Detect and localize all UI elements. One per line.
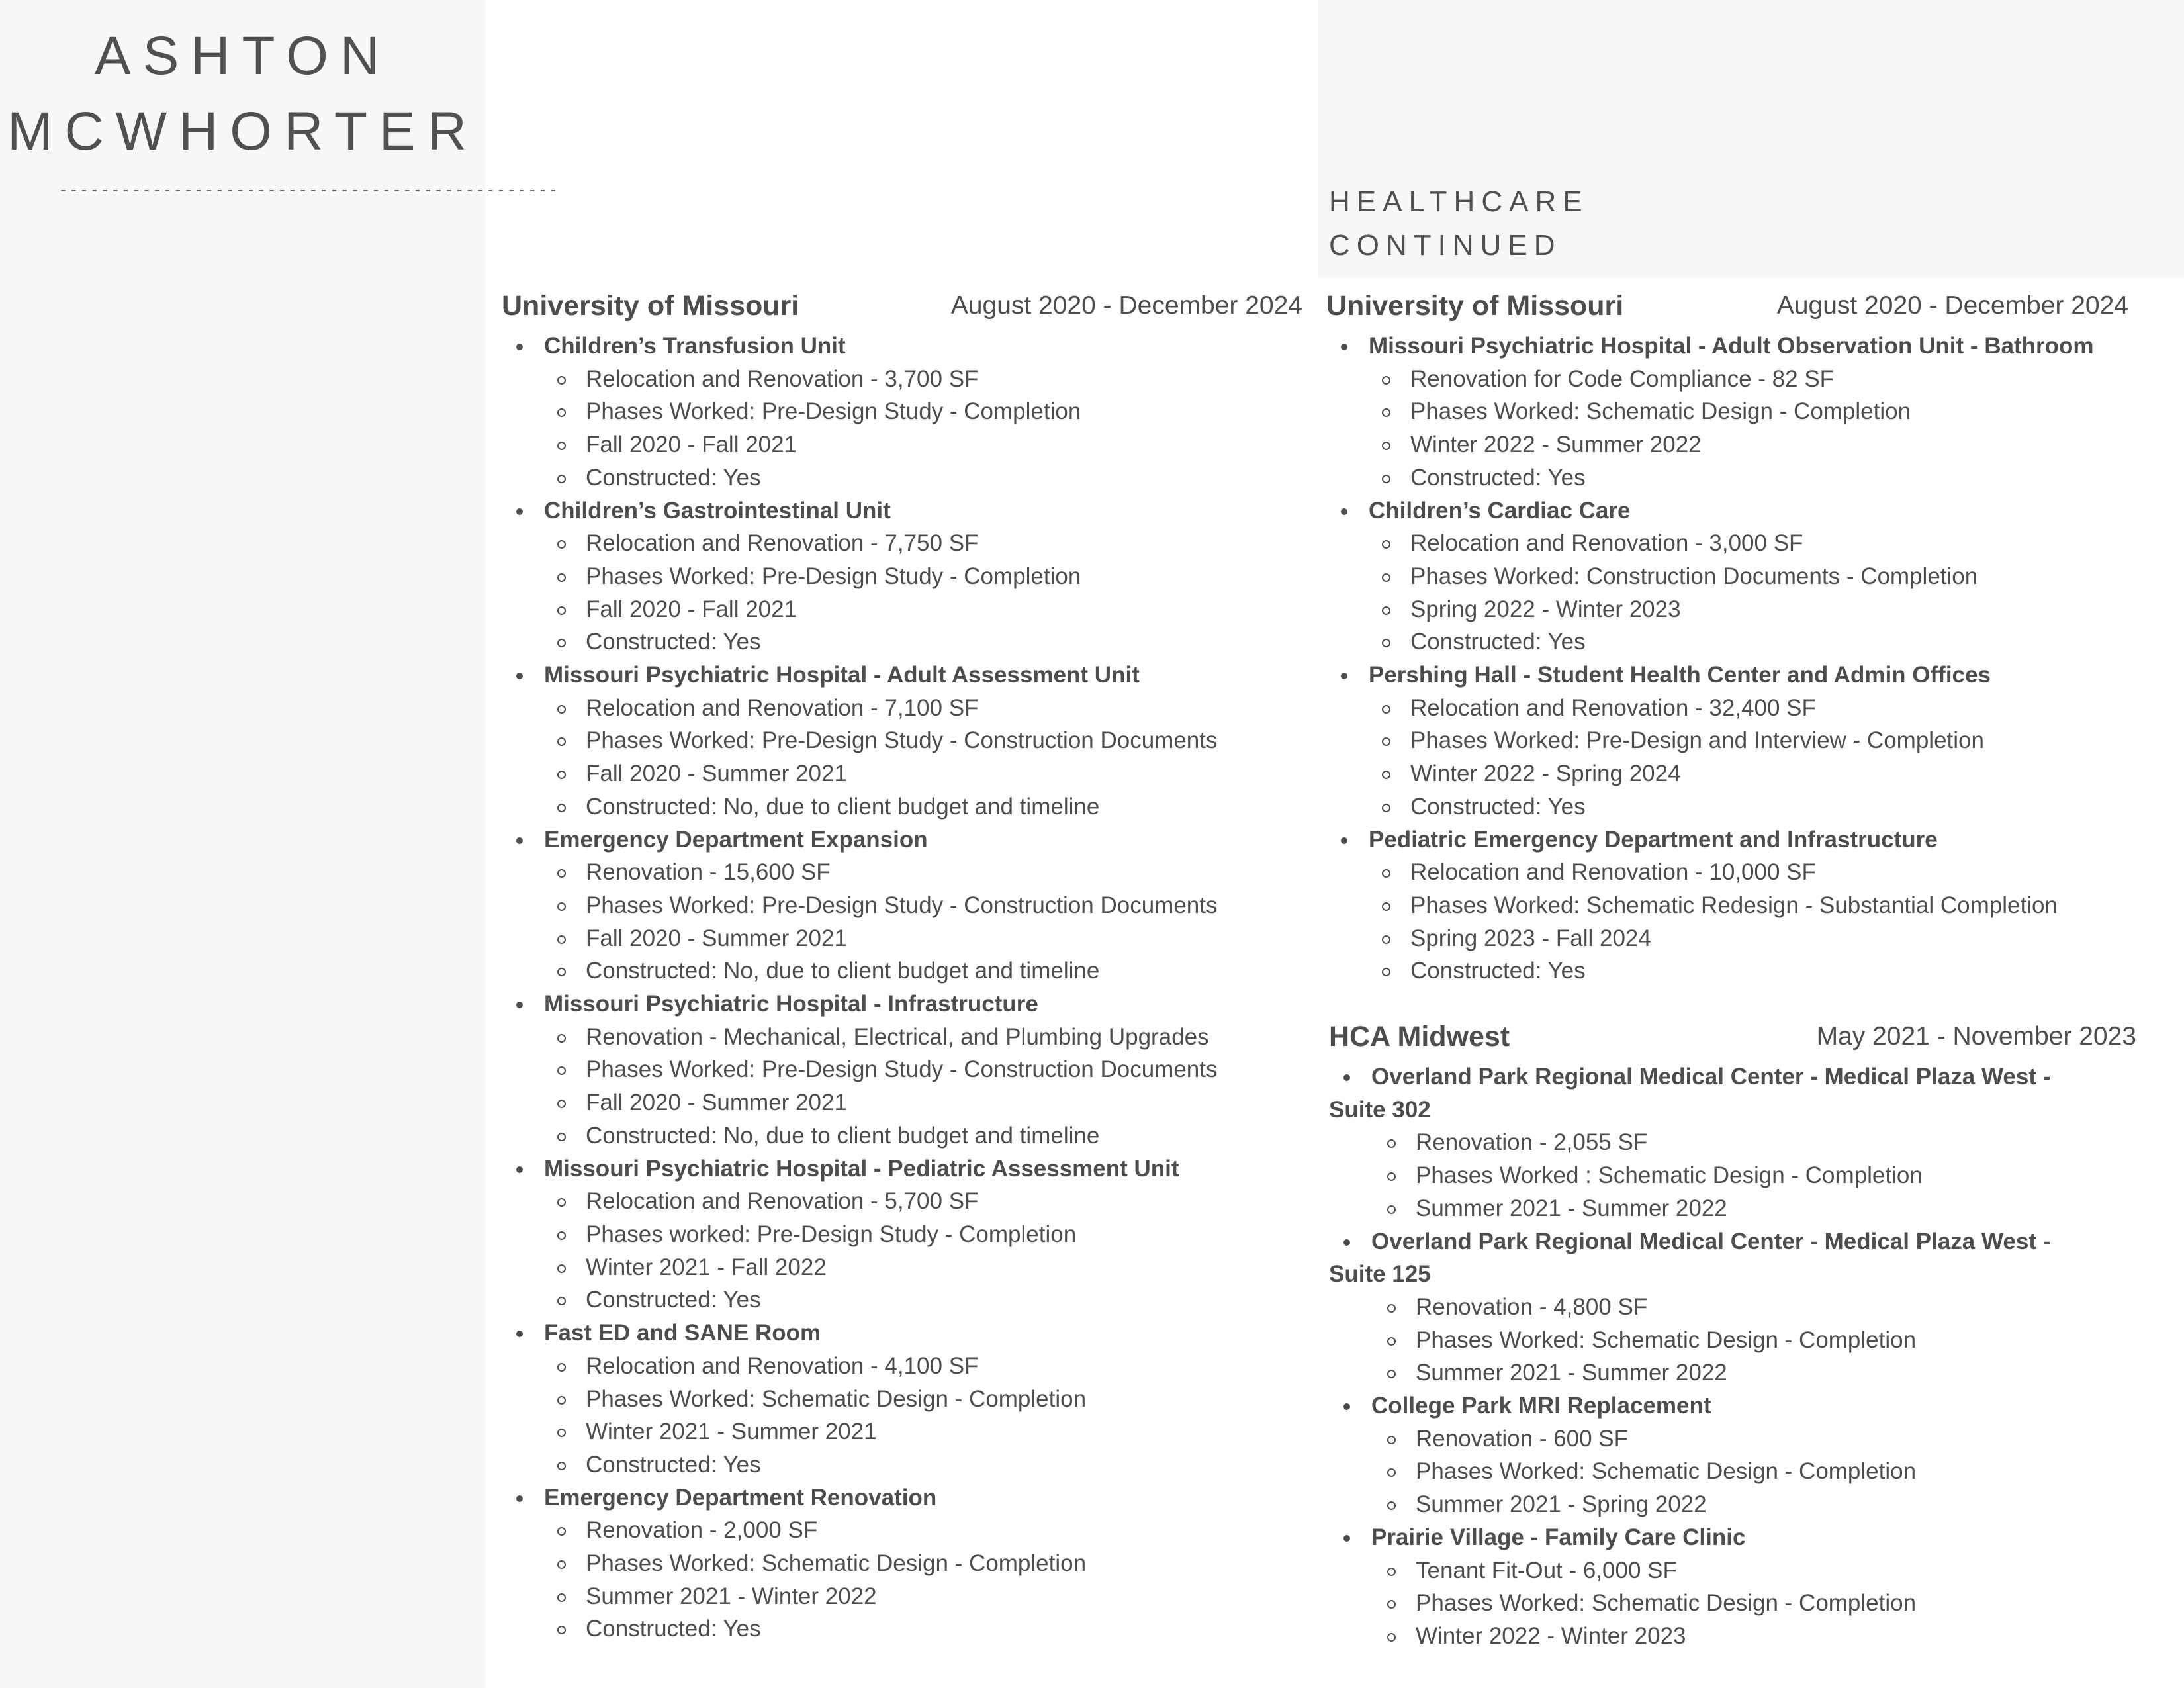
project-details	[1326, 856, 2128, 988]
project-details	[1329, 1126, 2136, 1225]
project-name: Children’s Cardiac Care	[1326, 494, 2128, 528]
project-name: Children’s Gastrointestinal Unit	[502, 494, 1302, 528]
employment-dates: August 2020 - December 2024	[1776, 291, 2128, 320]
project-detail: Phases Worked: Pre-Design Study - Construction Documents	[502, 889, 1302, 922]
project-name: Emergency Department Renovation	[502, 1481, 1302, 1515]
project-item	[1326, 659, 2128, 823]
project-detail: Spring 2023 - Fall 2024	[1326, 922, 2128, 955]
project-detail: Tenant Fit-Out - 6,000 SF	[1329, 1554, 2136, 1587]
project-detail: Winter 2022 - Spring 2024	[1326, 757, 2128, 790]
project-detail: Winter 2022 - Winter 2023	[1329, 1620, 2136, 1653]
project-name: Missouri Psychiatric Hospital - Adult Observation Unit - Bathroom	[1326, 330, 2128, 363]
project-detail: Phases Worked: Schematic Design - Completion	[1329, 1324, 2136, 1357]
project-detail: Relocation and Renovation - 32,400 SF	[1326, 692, 2128, 725]
project-detail: Constructed: No, due to client budget and timeline	[502, 790, 1302, 823]
project-item	[1329, 1225, 2136, 1390]
project-detail: Renovation - 4,800 SF	[1329, 1291, 2136, 1324]
project-detail: Constructed: No, due to client budget and timeline	[502, 955, 1302, 988]
project-detail: Renovation - 2,000 SF	[502, 1514, 1302, 1547]
project-details	[1326, 527, 2128, 659]
project-detail: Phases Worked: Pre-Design Study - Construction Documents	[502, 1053, 1302, 1086]
project-item	[1329, 1521, 2136, 1653]
project-detail: Winter 2021 - Summer 2021	[502, 1415, 1302, 1448]
resume-name	[0, 19, 486, 169]
continued-title-line1: HEALTHCARE	[1329, 185, 1589, 218]
project-details	[502, 363, 1302, 494]
project-detail: Constructed: Yes	[502, 1613, 1302, 1646]
project-item	[1329, 1060, 2136, 1225]
project-name: Missouri Psychiatric Hospital - Adult Assessment Unit	[502, 659, 1302, 692]
project-detail: Relocation and Renovation - 10,000 SF	[1326, 856, 2128, 889]
project-item	[1326, 494, 2128, 659]
project-detail: Renovation - 15,600 SF	[502, 856, 1302, 889]
project-detail: Phases Worked: Schematic Design - Completion	[1326, 395, 2128, 428]
project-detail: Phases Worked: Pre-Design Study - Construction Documents	[502, 724, 1302, 757]
experience-section-mizzou-continued	[1326, 290, 2128, 988]
project-item	[502, 659, 1302, 823]
project-item	[502, 494, 1302, 659]
project-detail: Phases Worked: Schematic Design - Completion	[1329, 1587, 2136, 1620]
project-name: Overland Park Regional Medical Center - Medical Plaza West - Suite 302	[1329, 1060, 2110, 1126]
project-details	[502, 527, 1302, 659]
employment-dates: August 2020 - December 2024	[950, 291, 1302, 320]
project-detail: Relocation and Renovation - 3,700 SF	[502, 363, 1302, 396]
project-detail: Phases Worked: Schematic Redesign - Substantial Completion	[1326, 889, 2128, 922]
project-name: Overland Park Regional Medical Center - Medical Plaza West - Suite 125	[1329, 1225, 2110, 1291]
project-item	[502, 823, 1302, 988]
project-details	[1326, 692, 2128, 823]
project-detail: Summer 2021 - Winter 2022	[502, 1580, 1302, 1613]
project-name: Children’s Transfusion Unit	[502, 330, 1302, 363]
project-details	[502, 856, 1302, 988]
project-detail: Relocation and Renovation - 7,750 SF	[502, 527, 1302, 560]
project-details	[1329, 1554, 2136, 1653]
project-detail: Phases Worked: Schematic Design - Completion	[502, 1383, 1302, 1416]
experience-section-mizzou	[502, 290, 1302, 1646]
project-name: Pershing Hall - Student Health Center and Admin Offices	[1326, 659, 2128, 692]
project-detail: Fall 2020 - Summer 2021	[502, 922, 1302, 955]
section-header	[1329, 1021, 2136, 1060]
project-detail: Phases Worked: Pre-Design Study - Completion	[502, 395, 1302, 428]
project-detail: Winter 2021 - Fall 2022	[502, 1251, 1302, 1284]
project-item	[502, 988, 1302, 1152]
project-details	[502, 1185, 1302, 1317]
project-list	[1329, 1060, 2136, 1653]
project-detail: Summer 2021 - Spring 2022	[1329, 1488, 2136, 1521]
project-detail: Renovation - Mechanical, Electrical, and Plumbing Upgrades	[502, 1021, 1302, 1054]
project-detail: Winter 2022 - Summer 2022	[1326, 428, 2128, 461]
project-item	[502, 330, 1302, 494]
project-details	[502, 1021, 1302, 1152]
name-divider: ------------------------------------------------	[58, 180, 559, 199]
continued-title-line2: CONTINUED	[1329, 229, 1562, 261]
project-detail: Fall 2020 - Fall 2021	[502, 428, 1302, 461]
project-item	[502, 1317, 1302, 1481]
sidebar	[0, 0, 559, 1688]
project-detail: Summer 2021 - Summer 2022	[1329, 1356, 2136, 1389]
project-detail: Phases Worked: Pre-Design Study - Completion	[502, 560, 1302, 593]
employment-dates: May 2021 - November 2023	[1816, 1022, 2136, 1051]
project-name: Missouri Psychiatric Hospital - Pediatric Assessment Unit	[502, 1152, 1302, 1186]
project-detail: Constructed: Yes	[1326, 955, 2128, 988]
project-detail: Renovation - 600 SF	[1329, 1423, 2136, 1456]
project-name: Emergency Department Expansion	[502, 823, 1302, 857]
project-details	[1329, 1291, 2136, 1389]
project-detail: Constructed: Yes	[502, 626, 1302, 659]
project-name: College Park MRI Replacement	[1329, 1389, 2110, 1423]
project-detail: Phases Worked: Schematic Design - Completion	[1329, 1455, 2136, 1488]
project-name: Pediatric Emergency Department and Infrastructure	[1326, 823, 2128, 857]
project-detail: Renovation - 2,055 SF	[1329, 1126, 2136, 1159]
project-details	[1326, 363, 2128, 494]
project-detail: Relocation and Renovation - 7,100 SF	[502, 692, 1302, 725]
project-item	[502, 1152, 1302, 1317]
organization-name: University of Missouri	[502, 290, 799, 322]
section-header	[1326, 290, 2128, 330]
project-name: Prairie Village - Family Care Clinic	[1329, 1521, 2110, 1554]
project-item	[1326, 330, 2128, 494]
project-name: Fast ED and SANE Room	[502, 1317, 1302, 1350]
project-detail: Phases Worked : Schematic Design - Completion	[1329, 1159, 2136, 1192]
project-details	[502, 692, 1302, 823]
project-list	[1326, 330, 2128, 988]
project-detail: Constructed: Yes	[1326, 790, 2128, 823]
project-detail: Constructed: Yes	[502, 1448, 1302, 1481]
project-detail: Phases Worked: Construction Documents - Completion	[1326, 560, 2128, 593]
project-detail: Fall 2020 - Summer 2021	[502, 757, 1302, 790]
experience-section-hca	[1329, 1021, 2136, 1653]
project-detail: Relocation and Renovation - 4,100 SF	[502, 1350, 1302, 1383]
project-item	[1329, 1389, 2136, 1521]
name-last: MCWHORTER	[7, 101, 478, 162]
project-detail: Renovation for Code Compliance - 82 SF	[1326, 363, 2128, 396]
project-detail: Fall 2020 - Fall 2021	[502, 593, 1302, 626]
project-detail: Relocation and Renovation - 5,700 SF	[502, 1185, 1302, 1218]
project-item	[502, 1481, 1302, 1646]
name-first: ASHTON	[94, 26, 392, 86]
project-detail: Phases Worked: Pre-Design and Interview - Completion	[1326, 724, 2128, 757]
project-detail: Summer 2021 - Summer 2022	[1329, 1192, 2136, 1225]
project-detail: Constructed: No, due to client budget and timeline	[502, 1119, 1302, 1152]
project-detail: Constructed: Yes	[502, 461, 1302, 494]
project-name: Missouri Psychiatric Hospital - Infrastructure	[502, 988, 1302, 1021]
project-details	[502, 1350, 1302, 1481]
project-detail: Phases worked: Pre-Design Study - Completion	[502, 1218, 1302, 1251]
organization-name: University of Missouri	[1326, 290, 1624, 322]
project-details	[502, 1514, 1302, 1646]
project-detail: Constructed: Yes	[1326, 461, 2128, 494]
project-item	[1326, 823, 2128, 988]
project-detail: Relocation and Renovation - 3,000 SF	[1326, 527, 2128, 560]
project-details	[1329, 1423, 2136, 1521]
project-detail: Spring 2022 - Winter 2023	[1326, 593, 2128, 626]
section-header	[502, 290, 1302, 330]
organization-name: HCA Midwest	[1329, 1021, 1510, 1053]
project-detail: Constructed: Yes	[1326, 626, 2128, 659]
project-detail: Phases Worked: Schematic Design - Completion	[502, 1547, 1302, 1580]
project-list	[502, 330, 1302, 1646]
project-detail: Fall 2020 - Summer 2021	[502, 1086, 1302, 1119]
continued-section-title	[1329, 180, 1589, 267]
project-detail: Constructed: Yes	[502, 1284, 1302, 1317]
